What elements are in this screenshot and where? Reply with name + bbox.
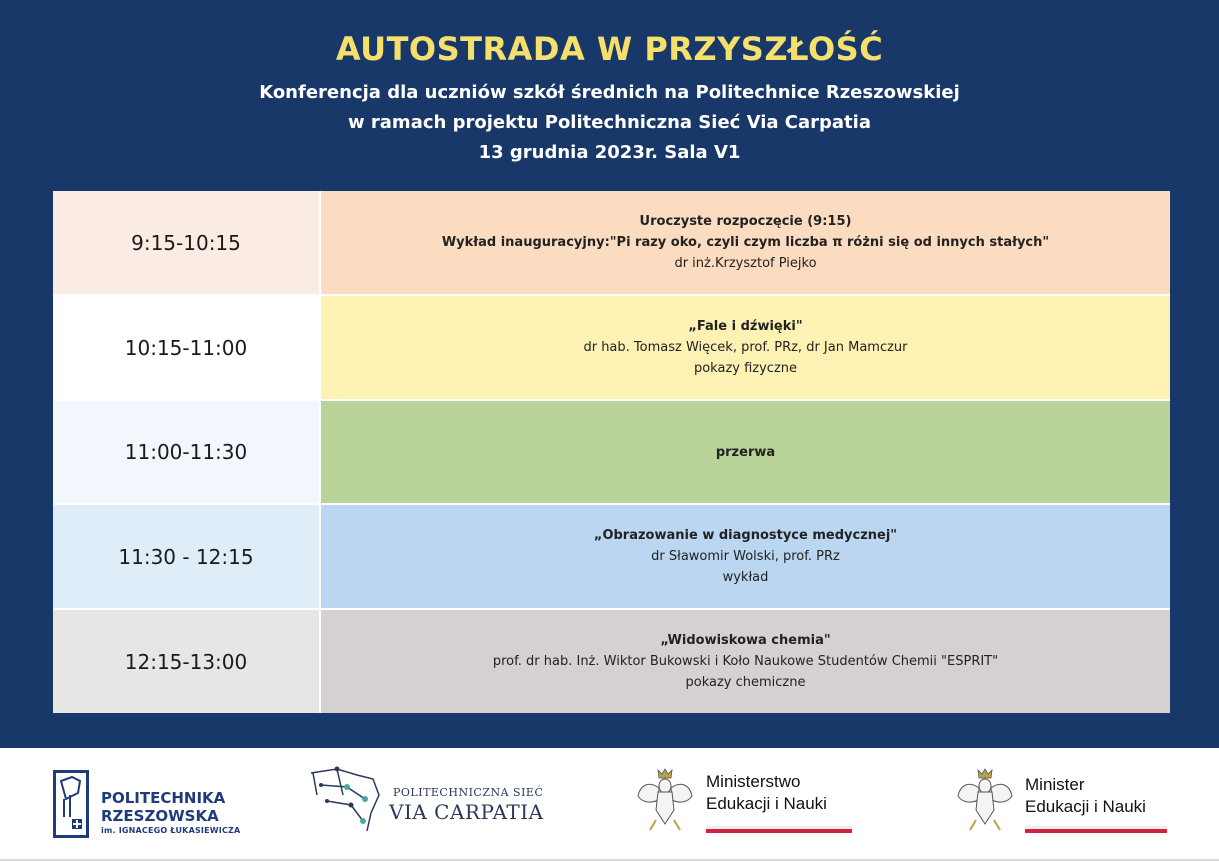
time-slot: 9:15-10:15 bbox=[53, 191, 319, 294]
session-cell bbox=[321, 191, 1170, 294]
session-cell bbox=[321, 610, 1170, 713]
page-title: AUTOSTRADA W PRZYSZŁOŚĆ bbox=[335, 30, 884, 68]
session-cell bbox=[321, 505, 1170, 608]
session-speaker: dr Sławomir Wolski, prof. PRz bbox=[651, 549, 840, 564]
minister-logo-text: Minister Edukacji i Nauki bbox=[1025, 775, 1146, 816]
session-cell bbox=[321, 296, 1170, 399]
session-title: Uroczyste rozpoczęcie (9:15) bbox=[639, 214, 852, 229]
session-title: „Obrazowanie w diagnostyce medycznej" bbox=[593, 528, 898, 543]
subtitle-line-1: Konferencja dla uczniów szkół średnich na Politechnice Rzeszowskiej bbox=[259, 82, 960, 103]
session-title: „Widowiskowa chemia" bbox=[660, 633, 831, 648]
via-logo-line1: POLITECHNICZNA SIEĆ bbox=[393, 786, 544, 799]
subtitle-line-3: 13 grudnia 2023r. Sala V1 bbox=[478, 142, 741, 163]
schedule-row bbox=[53, 401, 1170, 503]
session-speaker: dr inż.Krzysztof Piejko bbox=[674, 256, 817, 271]
polish-flag-bar bbox=[1025, 826, 1167, 833]
via-logo-line2: VIA CARPATIA bbox=[389, 800, 544, 824]
session-speaker: prof. dr hab. Inż. Wiktor Bukowski i Koło Naukowe Studentów Chemii "ESPRIT" bbox=[492, 654, 999, 669]
prz-logo-icon bbox=[53, 770, 89, 838]
schedule-row bbox=[53, 191, 1170, 294]
polish-flag-bar bbox=[706, 826, 852, 833]
subtitle-line-2: w ramach projektu Politechniczna Sieć Via Carpatia bbox=[348, 112, 871, 133]
network-map-icon bbox=[307, 765, 387, 837]
schedule-table bbox=[53, 191, 1170, 713]
session-lecture: Wykład inauguracyjny:"Pi razy oko, czyli czym liczba π różni się od innych stałych" bbox=[441, 235, 1050, 250]
schedule-row bbox=[53, 610, 1170, 713]
schedule-row bbox=[53, 505, 1170, 608]
session-type: pokazy chemiczne bbox=[685, 675, 806, 690]
prz-logo-text: POLITECHNIKA RZESZOWSKA im. IGNACEGO ŁUKASIEWICZA bbox=[101, 789, 241, 835]
session-type: wykład bbox=[722, 570, 769, 585]
session-title: przerwa bbox=[715, 444, 776, 460]
session-type: pokazy fizyczne bbox=[693, 361, 798, 376]
ministry-logo-text: Ministerstwo Edukacji i Nauki bbox=[706, 772, 827, 813]
white-eagle-icon bbox=[956, 766, 1014, 834]
schedule-row bbox=[53, 296, 1170, 399]
time-slot: 10:15-11:00 bbox=[53, 296, 319, 399]
session-title: „Fale i dźwięki" bbox=[688, 319, 803, 334]
time-slot: 12:15-13:00 bbox=[53, 610, 319, 713]
time-slot: 11:00-11:30 bbox=[53, 401, 319, 503]
time-slot: 11:30 - 12:15 bbox=[53, 505, 319, 608]
session-speaker: dr hab. Tomasz Więcek, prof. PRz, dr Jan Mamczur bbox=[583, 340, 908, 355]
session-cell bbox=[321, 401, 1170, 503]
white-eagle-icon bbox=[636, 766, 694, 834]
